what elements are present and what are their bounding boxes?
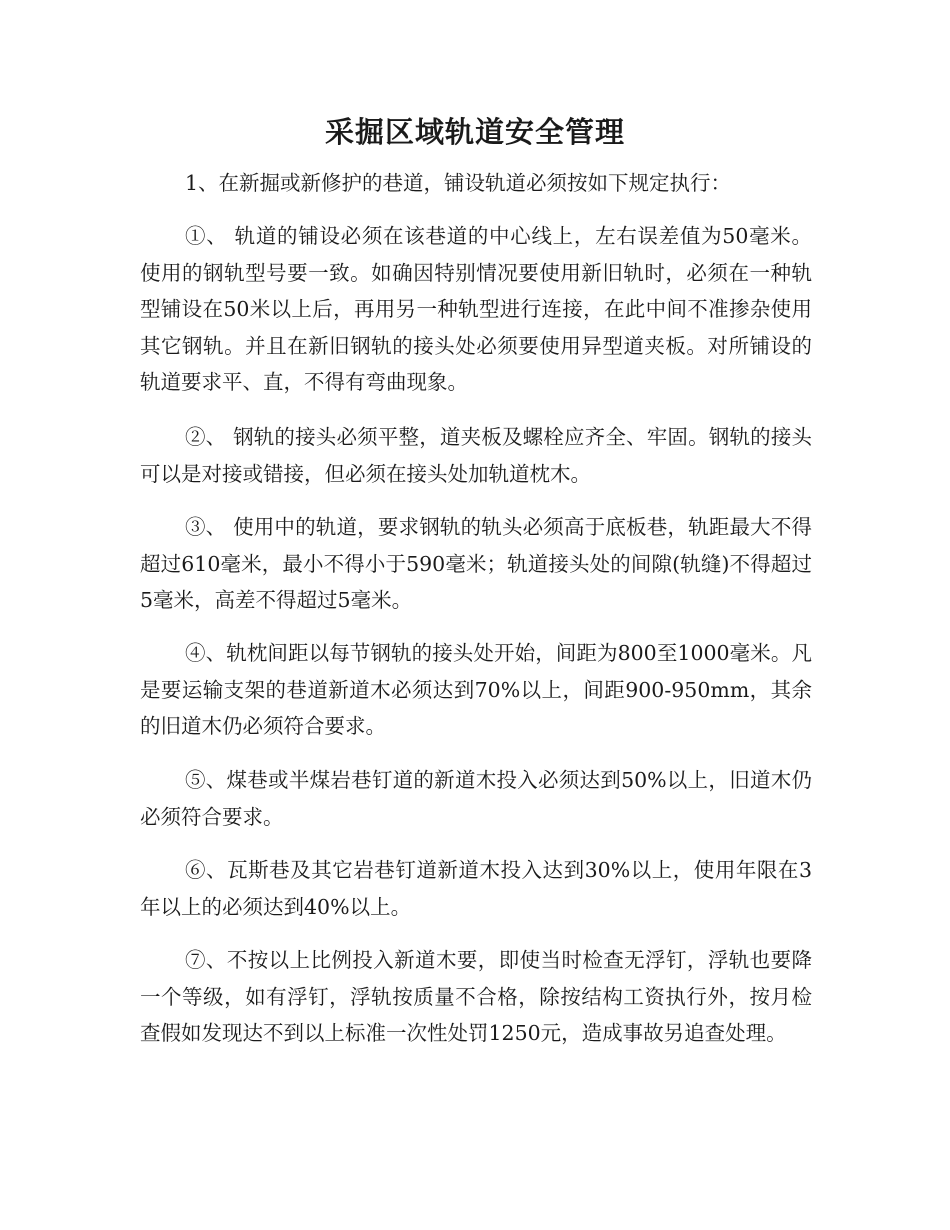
paragraph-item-1: ①、 轨道的铺设必须在该巷道的中心线上，左右误差值为50毫米。使用的钢轨型号要一致。如确因特别情况要使用新旧轨时，必须在一种轨型铺设在50米以上后，再用另一种轨型进行连接，在此中间不准掺杂使用其它钢轨。并且在新旧钢轨的接头处必须要使用异型道夹板。对所铺设的轨道要求平、直，不得有弯曲现象。 <box>140 224 812 394</box>
paragraph-intro: 1、在新掘或新修护的巷道，铺设轨道必须按如下规定执行： <box>185 171 732 195</box>
paragraph-item-3: ③、 使用中的轨道，要求钢轨的轨头必须高于底板巷，轨距最大不得超过610毫米，最小不得小于590毫米；轨道接头处的间隙(轨缝)不得超过5毫米，高差不得超过5毫米。 <box>140 515 812 612</box>
paragraph-item-2: ②、 钢轨的接头必须平整，道夹板及螺栓应齐全、牢固。钢轨的接头可以是对接或错接，但必须在接头处加轨道枕木。 <box>140 425 812 486</box>
paragraph-item-4: ④、轨枕间距以每节钢轨的接头处开始，间距为800至1000毫米。凡是要运输支架的巷道新道木必须达到70%以上，间距900-950mm，其余的旧道木仍必须符合要求。 <box>140 641 812 738</box>
paragraph-item-5: ⑤、煤巷或半煤岩巷钉道的新道木投入必须达到50%以上，旧道木仍必须符合要求。 <box>140 768 812 829</box>
paragraph-item-6: ⑥、瓦斯巷及其它岩巷钉道新道木投入达到30%以上，使用年限在3年以上的必须达到40%以上。 <box>140 858 812 919</box>
document-title: 采掘区域轨道安全管理 <box>324 115 625 149</box>
paragraph-item-7: ⑦、不按以上比例投入新道木要，即使当时检查无浮钉，浮轨也要降一个等级，如有浮钉，浮轨按质量不合格，除按结构工资执行外，按月检查假如发现达不到以上标准一次性处罚1250元，造成事故另追查处理。 <box>140 948 812 1045</box>
